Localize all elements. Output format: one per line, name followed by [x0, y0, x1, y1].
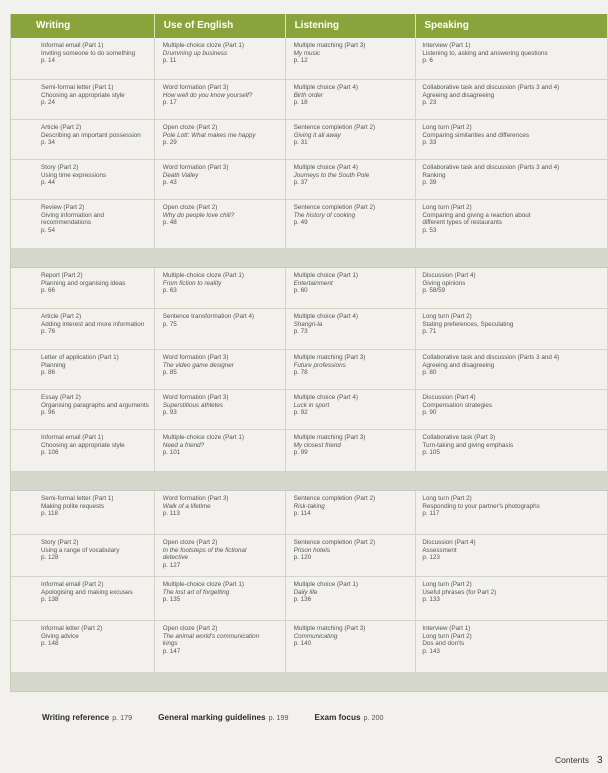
cell-speaking	[416, 268, 608, 308]
cell-line: Long turn (Part 2)	[422, 313, 472, 320]
cell-line: Article (Part 2)	[41, 124, 82, 131]
cell-line: p. 34	[41, 139, 56, 147]
cell-line: Superstitious athletes	[162, 401, 224, 409]
cell-line: p. 76	[41, 328, 56, 336]
cell-writing	[11, 350, 155, 389]
cell-line: p. 96	[41, 409, 56, 417]
cell-line: Dos and don'ts	[422, 640, 465, 648]
cell-writing	[11, 491, 155, 534]
cell-line: Informal email (Part 2)	[41, 581, 104, 588]
cell-speaking	[416, 200, 608, 248]
cell-listening	[286, 577, 417, 620]
cell-line: Multiple matching (Part 3)	[293, 434, 366, 441]
cell-writing	[11, 268, 155, 308]
cell-line: Death Valley	[162, 171, 199, 179]
cell-line: p. 24	[41, 99, 56, 107]
cell-line: Collaborative task (Part 3)	[422, 434, 496, 441]
header-use-of-english: Use of English	[155, 14, 286, 38]
cell-line: p. 31	[293, 139, 308, 147]
cell-use-of-english	[155, 491, 286, 534]
cell-listening	[286, 38, 417, 79]
cell-line: Discussion (Part 4)	[422, 272, 476, 279]
cell-line: Planning	[41, 361, 66, 369]
cell-line: Drumming up business	[162, 49, 228, 57]
cell-line: Comparing and giving a reaction about	[422, 211, 531, 219]
cell-line: Luck in sport	[293, 401, 330, 409]
cell-line: Semi-formal letter (Part 1)	[41, 84, 114, 91]
cell-listening	[286, 491, 417, 534]
cell-line: Walk of a lifetime	[162, 502, 211, 510]
cell-line: In the footsteps of the fictional	[162, 546, 247, 554]
cell-line: Discussion (Part 4)	[422, 539, 476, 546]
cell-writing	[11, 120, 155, 159]
table-header	[11, 14, 608, 38]
cell-writing	[11, 160, 155, 199]
cell-line: p. 60	[293, 287, 308, 295]
cell-line: The animal world's communication	[162, 632, 260, 640]
cell-writing	[11, 621, 155, 672]
cell-line: p. 123	[422, 554, 440, 562]
cell-line: Shangri-la	[293, 320, 323, 328]
table-row	[11, 38, 608, 80]
cell-writing	[11, 535, 155, 576]
cell-line: Using a range of vocabulary	[41, 546, 120, 554]
cell-line: Future professions	[293, 361, 346, 369]
cell-line: Informal letter (Part 2)	[41, 625, 103, 632]
cell-line: p. 85	[162, 369, 177, 377]
cell-use-of-english	[155, 120, 286, 159]
cell-line: The lost art of forgetting	[162, 588, 230, 596]
cell-line: p. 128	[41, 554, 59, 562]
cell-line: Multiple-choice cloze (Part 1)	[162, 434, 244, 441]
cell-line: Giving opinions	[422, 279, 466, 287]
table-row	[11, 160, 608, 200]
cell-line: p. 43	[162, 179, 177, 187]
cell-line: p. 75	[162, 320, 177, 328]
cell-line: p. 106	[41, 449, 59, 457]
cell-writing	[11, 390, 155, 429]
cell-line: Giving it all away	[293, 131, 341, 139]
cell-line: Multiple choice (Part 4)	[293, 394, 358, 401]
exam-focus-page: p. 200	[363, 713, 384, 722]
header-writing: Writing	[11, 14, 155, 38]
exam-focus-label: Exam focus	[314, 713, 361, 722]
cell-line: p. 66	[41, 287, 56, 295]
cell-line: Turn-taking and giving emphasis	[422, 441, 514, 449]
cell-line: Agreeing and disagreeing	[422, 361, 495, 369]
cell-line: p. 92	[293, 409, 308, 417]
cell-line: Why do people love chili?	[162, 211, 235, 219]
cell-line: Comparing similarities and differences	[422, 131, 529, 139]
cell-line: Multiple choice (Part 4)	[293, 313, 358, 320]
cell-listening	[286, 350, 417, 389]
cell-writing	[11, 577, 155, 620]
cell-speaking	[416, 160, 608, 199]
cell-use-of-english	[155, 390, 286, 429]
cell-line: p. 63	[162, 287, 177, 295]
cell-line: Multiple matching (Part 3)	[293, 42, 366, 49]
cell-line: p. 48	[162, 219, 177, 227]
cell-line: p. 114	[293, 510, 311, 518]
cell-use-of-english	[155, 430, 286, 471]
cell-line: p. 90	[422, 409, 437, 417]
cell-speaking	[416, 80, 608, 119]
cell-line: p. 44	[41, 179, 56, 187]
cell-line: p. 49	[293, 219, 308, 227]
cell-line: p. 12	[293, 57, 308, 65]
cell-line: p. 143	[422, 647, 440, 655]
cell-line: p. 23	[422, 99, 437, 107]
cell-line: Story (Part 2)	[41, 539, 79, 546]
cell-line: Prison hotels	[293, 546, 330, 554]
writing-reference-label: Writing reference	[42, 713, 110, 722]
cell-line: kings	[162, 640, 178, 648]
cell-line: p. 86	[41, 369, 56, 377]
cell-line: Listening to, asking and answering questions	[422, 49, 548, 57]
cell-line: Sentence completion (Part 2)	[293, 495, 376, 502]
table-row	[11, 621, 608, 673]
cell-line: Making polite requests	[41, 502, 105, 510]
cell-line: Inviting someone to do something	[41, 49, 136, 57]
cell-listening	[286, 309, 417, 349]
cell-line: Giving information and	[41, 211, 105, 219]
cell-line: Planning and organising ideas	[41, 279, 126, 287]
cell-line: Communicating	[293, 632, 338, 640]
cell-line: p. 113	[162, 510, 180, 518]
cell-line: p. 133	[422, 596, 440, 604]
cell-line: p. 18	[293, 99, 308, 107]
cell-line: different types of restaurants	[422, 219, 503, 227]
cell-line: Multiple choice (Part 4)	[293, 164, 358, 171]
exam-focus-link[interactable]	[315, 713, 384, 722]
cell-line: p. 33	[422, 139, 437, 147]
page-number: 3	[597, 755, 603, 766]
cell-line: The video game designer	[162, 361, 234, 369]
cell-line: Collaborative task and discussion (Parts 3 and 4)	[422, 354, 560, 361]
cell-line: Using time expressions	[41, 171, 107, 179]
cell-speaking	[416, 38, 608, 79]
cell-line: p. 148	[41, 640, 59, 648]
cell-speaking	[416, 390, 608, 429]
cell-line: Open cloze (Part 2)	[162, 539, 218, 546]
cell-listening	[286, 80, 417, 119]
table-row	[11, 390, 608, 430]
cell-line: Daily life	[293, 588, 318, 596]
cell-listening	[286, 430, 417, 471]
cell-line: p. 17	[162, 99, 177, 107]
cell-speaking	[416, 621, 608, 672]
table-body	[11, 38, 608, 692]
cell-listening	[286, 160, 417, 199]
cell-writing	[11, 38, 155, 79]
cell-line: Describing an important possession	[41, 131, 141, 139]
cell-line: Word formation (Part 3)	[162, 84, 229, 91]
cell-line: Story (Part 2)	[41, 164, 79, 171]
cell-line: p. 99	[293, 449, 308, 457]
cell-line: p. 138	[41, 596, 59, 604]
cell-writing	[11, 80, 155, 119]
table-row	[11, 268, 608, 309]
cell-use-of-english	[155, 309, 286, 349]
cell-line: Long turn (Part 2)	[422, 124, 472, 131]
cell-writing	[11, 430, 155, 471]
cell-line: Useful phrases (for Part 2)	[422, 588, 497, 596]
cell-line: p. 118	[41, 510, 59, 518]
cell-speaking	[416, 535, 608, 576]
cell-line: p. 120	[293, 554, 312, 562]
cell-line: Multiple-choice cloze (Part 1)	[162, 42, 244, 49]
cell-line: Pole Lott: What makes me happy	[162, 131, 256, 139]
cell-line: p. 80	[422, 369, 437, 377]
section-divider	[11, 673, 608, 692]
cell-line: Sentence completion (Part 2)	[293, 204, 376, 211]
cell-speaking	[416, 350, 608, 389]
table-row	[11, 120, 608, 160]
cell-use-of-english	[155, 621, 286, 672]
cell-line: Multiple-choice cloze (Part 1)	[162, 272, 244, 279]
cell-line: Long turn (Part 2)	[422, 495, 472, 502]
table-row	[11, 491, 608, 535]
cell-line: Apologising and making excuses	[41, 588, 133, 596]
cell-line: p. 135	[162, 596, 181, 604]
cell-line: Open cloze (Part 2)	[162, 204, 218, 211]
cell-line: p. 39	[422, 179, 437, 187]
cell-line: The history of cooking	[293, 211, 356, 219]
cell-line: My music	[293, 49, 321, 57]
cell-line: Interview (Part 1)	[422, 42, 471, 49]
cell-line: Semi-formal letter (Part 1)	[41, 495, 114, 502]
cell-line: Assessment	[422, 546, 457, 554]
cell-line: p. 73	[293, 328, 308, 336]
cell-line: Collaborative task and discussion (Parts 3 and 4)	[422, 164, 560, 171]
table-row	[11, 430, 608, 472]
cell-listening	[286, 200, 417, 248]
cell-line: p. 78	[293, 369, 308, 377]
cell-line: Article (Part 2)	[41, 313, 82, 320]
cell-line: Discussion (Part 4)	[422, 394, 476, 401]
cell-line: p. 29	[162, 139, 177, 147]
cell-use-of-english	[155, 80, 286, 119]
cell-listening	[286, 621, 417, 672]
table-row	[11, 350, 608, 390]
cell-line: Multiple choice (Part 1)	[293, 272, 358, 279]
cell-line: Word formation (Part 3)	[162, 495, 229, 502]
cell-line: p. 101	[162, 449, 181, 457]
cell-line: Word formation (Part 3)	[162, 394, 229, 401]
cell-line: Sentence transformation (Part 4)	[162, 313, 255, 320]
cell-line: Sentence completion (Part 2)	[293, 539, 376, 546]
writing-reference-link[interactable]	[42, 713, 132, 722]
cell-line: Report (Part 2)	[41, 272, 83, 279]
cell-use-of-english	[155, 350, 286, 389]
table-row	[11, 80, 608, 120]
section-divider	[11, 472, 608, 491]
cell-line: Adding interest and more information	[41, 320, 145, 328]
cell-line: Stating preferences, Speculating	[422, 320, 514, 328]
cell-line: Long turn (Part 2)	[422, 204, 472, 211]
cell-line: Choosing an appropriate style	[41, 91, 125, 99]
cell-line: Long turn (Part 2)	[422, 581, 472, 588]
table-row	[11, 535, 608, 577]
cell-line: p. 147	[162, 647, 181, 655]
cell-line: Journeys to the South Pole	[293, 171, 370, 179]
cell-speaking	[416, 430, 608, 471]
cell-use-of-english	[155, 200, 286, 248]
contents-label: Contents	[555, 755, 590, 765]
cell-line: Word formation (Part 3)	[162, 354, 229, 361]
marking-guidelines-page: p. 199	[268, 713, 289, 722]
cell-line: Informal email (Part 1)	[41, 434, 104, 441]
header-speaking: Speaking	[416, 14, 608, 38]
cell-line: p. 53	[422, 226, 437, 234]
cell-line: Choosing an appropriate style	[41, 441, 125, 449]
writing-reference-page: p. 179	[112, 713, 133, 722]
cell-line: Open cloze (Part 2)	[162, 625, 218, 632]
section-divider	[11, 249, 608, 268]
cell-line: p. 93	[162, 409, 177, 417]
cell-line: Birth order	[293, 91, 323, 99]
cell-line: p. 127	[162, 561, 181, 569]
cell-line: p. 136	[293, 596, 312, 604]
cell-line: Open cloze (Part 2)	[162, 124, 218, 131]
cell-line: How well do you know yourself?	[162, 91, 253, 99]
cell-line: Multiple matching (Part 3)	[293, 354, 366, 361]
cell-speaking	[416, 309, 608, 349]
table-row	[11, 577, 608, 621]
cell-listening	[286, 120, 417, 159]
cell-line: Interview (Part 1)	[422, 625, 471, 632]
cell-line: Entertainment	[293, 279, 333, 287]
table-row	[11, 200, 608, 249]
cell-line: Multiple choice (Part 4)	[293, 84, 358, 91]
table-row	[11, 309, 608, 350]
cell-line: recommendations	[41, 219, 92, 227]
cell-writing	[11, 200, 155, 248]
header-listening: Listening	[286, 14, 417, 38]
cell-speaking	[416, 491, 608, 534]
cell-listening	[286, 268, 417, 308]
cell-line: p. 14	[41, 57, 56, 65]
cell-line: Long turn (Part 2)	[422, 632, 472, 640]
marking-guidelines-label: General marking guidelines	[158, 713, 266, 722]
cell-line: p. 54	[41, 226, 56, 234]
cell-line: Essay (Part 2)	[41, 394, 81, 401]
cell-line: Informal email (Part 1)	[41, 42, 104, 49]
cell-line: p. 6	[422, 57, 433, 65]
cell-line: Review (Part 2)	[41, 204, 85, 211]
cell-line: Agreeing and disagreeing	[422, 91, 495, 99]
cell-line: Multiple-choice cloze (Part 1)	[162, 581, 244, 588]
cell-line: p. 37	[293, 179, 308, 187]
cell-line: Need a friend?	[162, 441, 205, 449]
cell-line: p. 105	[422, 449, 440, 457]
cell-line: p. 117	[422, 510, 440, 518]
cell-line: p. 58/59	[422, 287, 446, 295]
reference-footer	[42, 713, 410, 722]
cell-line: detective	[162, 554, 188, 562]
cell-listening	[286, 535, 417, 576]
cell-line: Sentence completion (Part 2)	[293, 124, 376, 131]
cell-writing	[11, 309, 155, 349]
cell-line: p. 11	[162, 57, 177, 65]
cell-use-of-english	[155, 535, 286, 576]
cell-line: p. 140	[293, 640, 312, 648]
page-footer	[555, 755, 603, 766]
cell-speaking	[416, 120, 608, 159]
cell-use-of-english	[155, 38, 286, 79]
cell-line: Word formation (Part 3)	[162, 164, 229, 171]
cell-line: Collaborative task and discussion (Parts 3 and 4)	[422, 84, 560, 91]
cell-line: Responding to your partner's photographs	[422, 502, 540, 510]
marking-guidelines-link[interactable]	[158, 713, 288, 722]
cell-listening	[286, 390, 417, 429]
cell-line: My closest friend	[293, 441, 341, 449]
contents-table	[10, 14, 608, 692]
cell-line: Risk-taking	[293, 502, 325, 510]
cell-line: Multiple choice (Part 1)	[293, 581, 358, 588]
cell-line: Multiple matching (Part 3)	[293, 625, 366, 632]
cell-line: From fiction to reality	[162, 279, 222, 287]
cell-use-of-english	[155, 577, 286, 620]
cell-line: Giving advice	[41, 632, 79, 640]
cell-line: Ranking	[422, 171, 446, 179]
cell-line: p. 71	[422, 328, 437, 336]
cell-use-of-english	[155, 268, 286, 308]
cell-use-of-english	[155, 160, 286, 199]
cell-line: Letter of application (Part 1)	[41, 354, 119, 361]
cell-line: Compensation strategies	[422, 401, 493, 409]
cell-line: Organising paragraphs and arguments	[41, 401, 149, 409]
cell-speaking	[416, 577, 608, 620]
